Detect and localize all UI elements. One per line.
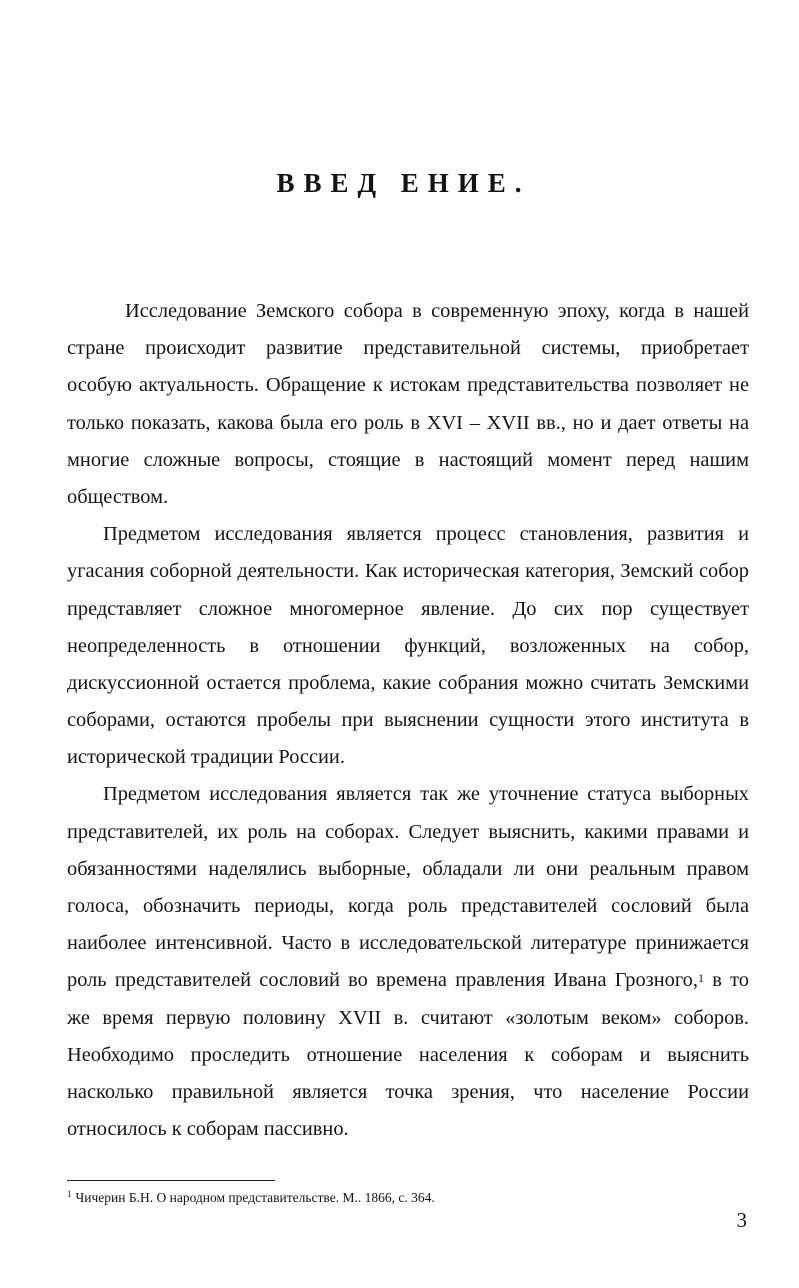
- text-line: представителей, их роль на соборах. Следует выяснить, какими правами и: [67, 820, 749, 843]
- text-line: Предметом исследования является процесс становления, развития и: [103, 523, 749, 546]
- text-line: Необходимо проследить отношение населения к соборам и выяснить: [67, 1043, 749, 1066]
- text-line: соборами, остаются пробелы при выяснении сущности этого института в: [67, 709, 749, 732]
- paragraph-3: [67, 776, 749, 1148]
- text-line: обязанностями наделялись выборные, обладали ли они реальным правом: [67, 857, 749, 880]
- body-text: [67, 293, 749, 1148]
- text-line: обществом.: [67, 485, 169, 508]
- paragraph-1: [67, 293, 749, 516]
- footnote-text: Чичерин Б.Н. О народном представительстве. М.. 1866, с. 364.: [75, 1190, 435, 1205]
- footnote-reference[interactable]: 1: [697, 971, 704, 986]
- text-line: наиболее интенсивной. Часто в исследовательской литературе принижается: [67, 932, 749, 955]
- text-line: исторической традиции России.: [67, 746, 345, 769]
- text-line: насколько правильной является точка зрения, что население России: [67, 1080, 749, 1103]
- text-line: представляет сложное многомерное явление. До сих пор существует: [67, 597, 749, 620]
- footnote-marker: 1: [67, 1189, 72, 1199]
- page-number: 3: [736, 1208, 747, 1232]
- text-line: [67, 962, 749, 999]
- text-segment: в то: [712, 969, 749, 992]
- text-segment: роль представителей сословий во времена правления Ивана Грозного,: [67, 969, 698, 992]
- text-line: же время первую половину XVII в. считают «золотым веком» соборов.: [67, 1006, 749, 1029]
- paragraph-2: [67, 516, 749, 776]
- text-line: Исследование Земского собора в современную эпоху, когда в нашей: [125, 300, 749, 322]
- footnote: [67, 1190, 435, 1206]
- text-line: многие сложные вопросы, стоящие в настоящий момент перед нашим: [67, 448, 749, 471]
- text-line: только показать, какова была его роль в XVI – XVII вв., но и дает ответы на: [67, 411, 749, 434]
- text-line: стране происходит развитие представительной системы, приобретает: [67, 337, 749, 360]
- text-line: дискуссионной остается проблема, какие собрания можно считать Земскими: [67, 671, 749, 694]
- text-line: неопределенность в отношении функций, возложенных на собор,: [67, 634, 749, 657]
- footnote-divider: [67, 1180, 275, 1181]
- text-line: Предметом исследования является так же уточнение статуса выборных: [103, 783, 749, 806]
- text-line: особую актуальность. Обращение к истокам представительства позволяет не: [67, 374, 749, 397]
- page-title: ВВЕД ЕНИЕ.: [276, 168, 531, 198]
- text-line: голоса, обозначить периоды, когда роль представителей сословий была: [67, 895, 749, 917]
- text-line: относилось к соборам пассивно.: [67, 1118, 349, 1141]
- text-line: угасания соборной деятельности. Как историческая категория, Земский собор: [67, 560, 749, 583]
